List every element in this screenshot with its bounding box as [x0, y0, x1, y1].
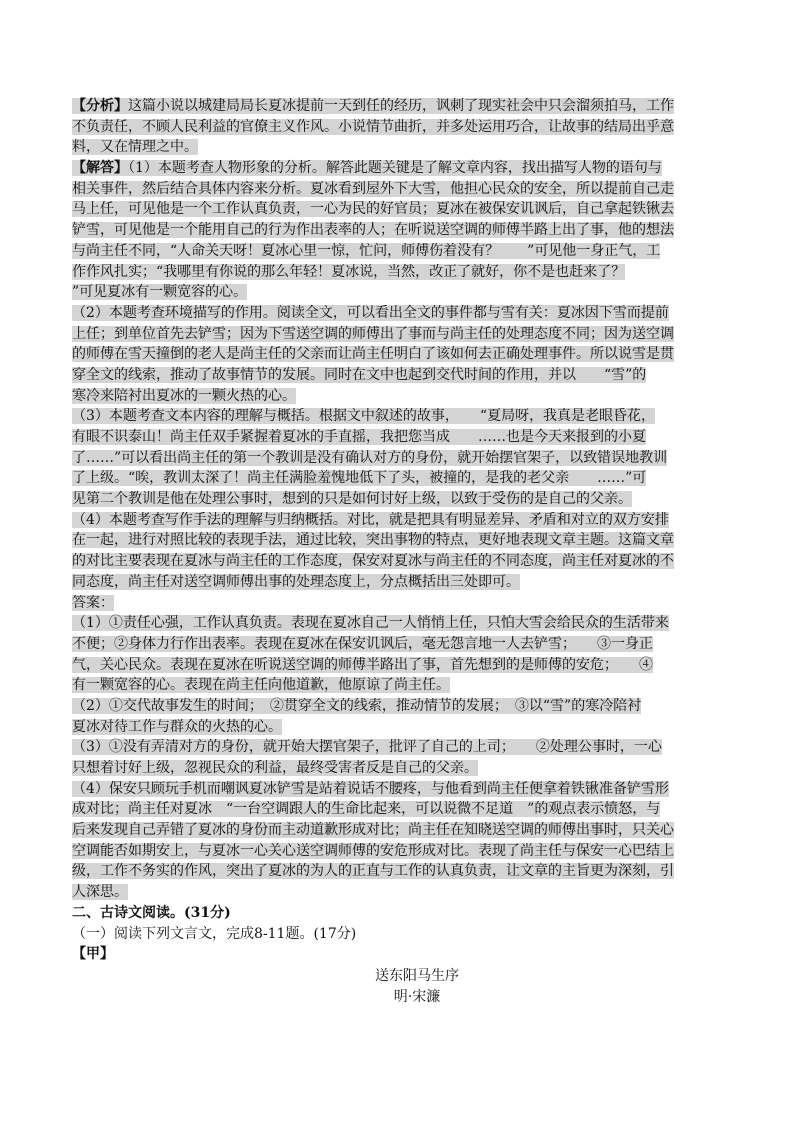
- explain-line: （4）本题考查写作手法的理解与归纳概括。对比，就是把具有明显差异、矛盾和对立的双方安排: [72, 511, 669, 528]
- answer-line: （2）①交代故事发生的时间； ②贯穿全文的线索，推动情节的发展； ③以“雪”的寒冷陪衬: [72, 697, 642, 714]
- answer-line: （4）保安只顾玩手机而嘲讽夏冰铲雪是站着说话不腰疼，与他看到尚主任便拿着铁锹准备铲雪形: [72, 780, 669, 797]
- answer-line: 只想着讨好上级，忽视民众的利益，最终受害者反是自己的父亲。: [72, 760, 478, 776]
- explain-line: 在一起，进行对照比较的表现手法，通过比较，突出事物的特点，更好地表现文章主题。这篇文章: [72, 532, 674, 549]
- answer-line: （3）①没有弄清对方的身份，就开始大摆官架子，批评了自己的上司； ②处理公事时，一心: [72, 739, 662, 756]
- answers-section: [72, 593, 762, 903]
- explain-line: 同态度，尚主任对送空调师傅出事的处理态度上，分点概括出三处即可。: [72, 573, 520, 590]
- passage-title: 送东阳马生序: [375, 967, 459, 984]
- explain-line: ”可见夏冰有一颗宽容的心。: [72, 284, 248, 301]
- section-subheading: （一）阅读下列文言文，完成8-11题。(17分): [72, 925, 357, 942]
- explain-line: 铲雪，可见他是一个能用自己的行为作出表率的人；在听说送空调的师傅半路上出了事，他的想法: [72, 222, 674, 239]
- explain-line: 马上任，可见他是一个工作认真负责，一心为民的好官员；夏冰在被保安讥讽后，自己拿起铁锹去: [72, 201, 674, 218]
- answer-line: 人深思。: [72, 884, 128, 901]
- explain-line: 的师傅在雪天撞倒的老人是尚主任的父亲而让尚主任明白了该如何去正确处理事件。所以说雪是贯: [72, 346, 674, 363]
- answer-line: 成对比；尚主任对夏冰 “一台空调跟人的生命比起来，可以说微不足道 ”的观点表示愤怒，与: [72, 801, 661, 818]
- answer-line: 不便；②身体力行作出表率。表现在夏冰在保安讥讽后，毫无怨言地一人去铲雪； ③一身正: [72, 635, 653, 652]
- analysis-line: 不负责任，不顾人民利益的官僚主义作风。小说情节曲折，并多处运用巧合，让故事的结局出乎意: [72, 118, 674, 135]
- explain-line: （2）本题考查环境描写的作用。阅读全文，可以看出全文的事件都与雪有关：夏冰因下雪而提前: [72, 304, 669, 321]
- analysis-label: 【分析】: [72, 98, 128, 114]
- explain-line: 了……”可以看出尚主任的第一个教训是没有确认对方的身份，就开始摆官架子，以致错误地教训: [72, 449, 668, 466]
- analysis-line: 这篇小说以城建局局长夏冰提前一天到任的经历，讽刺了现实社会中只会溜须拍马，工作: [128, 98, 674, 114]
- answer-line: 空调能否如期安上，与夏冰一心关心送空调师傅的安危形成对比。表现了尚主任与保安一心巴结上: [72, 842, 674, 859]
- explain-line: （1）本题考查人物形象的分析。解答此题关键是了解文章内容，找出描写人物的语句与: [128, 160, 662, 177]
- answer-line: 气，关心民众。表现在夏冰在听说送空调的师傅半路出了事，首先想到的是师傅的安危； ④: [72, 656, 653, 673]
- answer-line: 夏冰对待工作与群众的火热的心。: [72, 718, 282, 735]
- answers-label: 答案：: [72, 594, 114, 611]
- answer-line: （1）①责任心强，工作认真负责。表现在夏冰自己一人悄悄上任，只怕大雪会给民众的生活带来: [72, 615, 669, 632]
- analysis-section: [72, 96, 762, 158]
- explain-line: （3）本题考查文本内容的理解与概括。根据文中叙述的故事， “夏局呀，我真是老眼昏花，: [72, 408, 656, 425]
- explain-line: 有眼不识泰山！尚主任双手紧握着夏冰的手直摇，我把您当成 ……也是今天来报到的小夏: [72, 429, 646, 445]
- answer-line: 有一颗宽容的心。表现在尚主任向他道歉，他原谅了尚主任。: [72, 677, 450, 694]
- answer-line: 级，工作不务实的作风，突出了夏冰的为人的正直与工作的认真负责，让文章的主旨更为深刻，引: [72, 863, 674, 880]
- passage-author: 明·宋濂: [393, 988, 441, 1005]
- section-ancient-poetry: [72, 903, 762, 1007]
- explain-line: 见第二个教训是他在处理公事时，想到的只是如何讨好上级，以致于受伤的是自己的父亲。: [72, 491, 632, 508]
- explain-line: 了上级。“唉，教训太深了！尚主任满脸羞愧地低下了头，被撞的，是我的老父亲 ……”可: [72, 470, 647, 487]
- explain-line: 穿全文的线索，推动了故事情节的发展。同时在文中也起到交代时间的作用，并以 “雪”的: [72, 366, 647, 383]
- passage-marker: 【甲】: [72, 946, 114, 963]
- analysis-line: 料，又在情理之中。: [72, 139, 198, 156]
- explain-line: 与尚主任不同，“人命关天呀！夏冰心里一惊，忙问，师傅伤着没有？ ”可见他一身正气，工: [72, 242, 661, 259]
- explain-label: 【解答】: [72, 160, 128, 177]
- document-body: [72, 96, 762, 1007]
- explain-section: [72, 158, 762, 592]
- explain-line: 相关事件，然后结合具体内容来分析。夏冰看到屋外下大雪，他担心民众的安全，所以提前自己走: [72, 180, 674, 197]
- explain-line: 的对比主要表现在夏冰与尚主任的工作态度，保安对夏冰与尚主任的不同态度，尚主任对夏冰的不: [72, 553, 674, 570]
- section-heading: 二、古诗文阅读。(31分): [72, 904, 231, 921]
- explain-line: 寒冷来陪衬出夏冰的一颗火热的心。: [72, 387, 296, 404]
- answer-line: 后来发现自己弄错了夏冰的身份而主动道歉形成对比；尚主任在知晓送空调的师傅出事时，只关心: [72, 822, 674, 839]
- explain-line: 上任；到单位首先去铲雪；因为下雪送空调的师傅出了事而与尚主任的处理态度不同；因为送空调: [72, 325, 674, 342]
- explain-line: 作作风扎实；“我哪里有你说的那么年轻！夏冰说，当然，改正了就好，你不是也赶来了？: [72, 263, 626, 280]
